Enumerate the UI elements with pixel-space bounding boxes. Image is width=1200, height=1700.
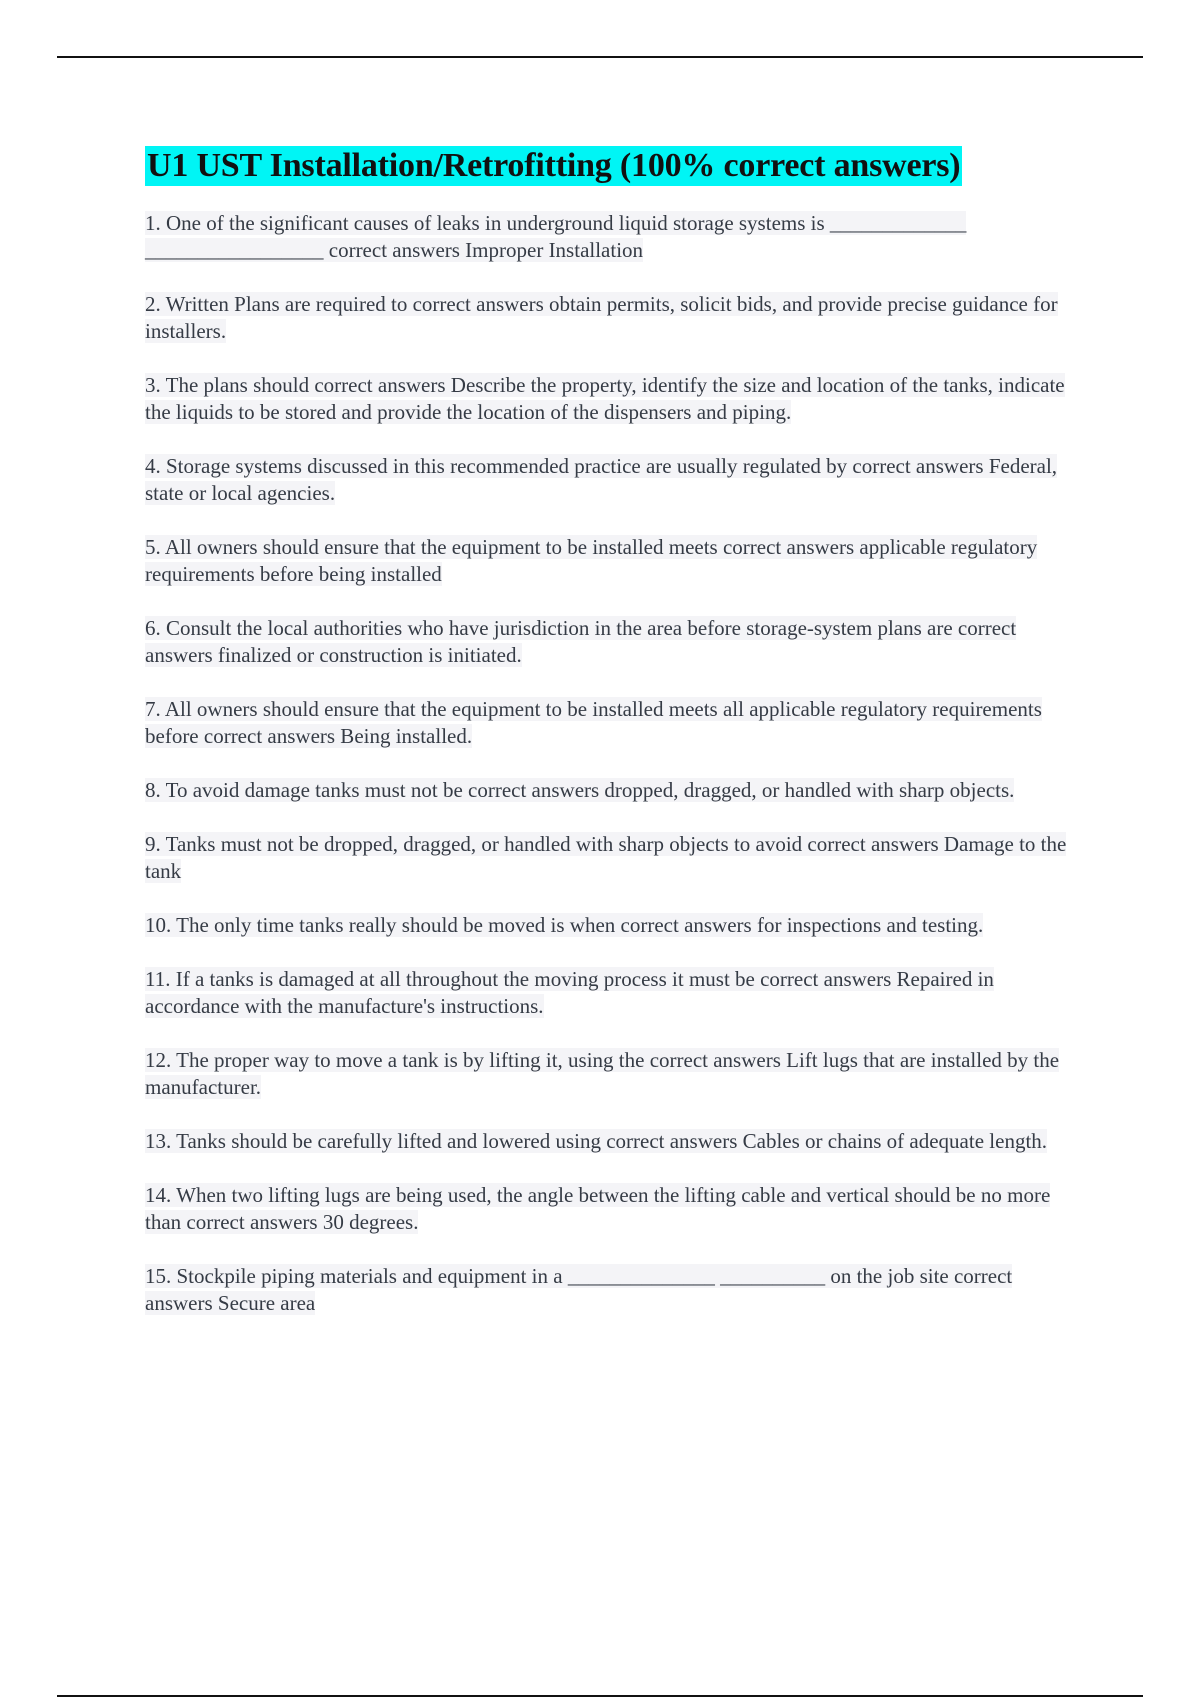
question-item <box>145 831 1080 885</box>
question-text: 14. When two lifting lugs are being used, the angle between the lifting cable and vertical should be no more than correct answers 30 degrees. <box>145 1183 1051 1234</box>
question-item <box>145 966 1080 1020</box>
question-item <box>145 615 1080 669</box>
question-text: 6. Consult the local authorities who have jurisdiction in the area before storage-system plans are correct answers finalized or construction is initiated. <box>145 616 1017 667</box>
question-item <box>145 696 1080 750</box>
question-item <box>145 291 1080 345</box>
question-text: 12. The proper way to move a tank is by lifting it, using the correct answers Lift lugs that are installed by the manufacturer. <box>145 1048 1060 1099</box>
question-text: 11. If a tanks is damaged at all throughout the moving process it must be correct answers Repaired in accordance with the manufacture's instructions. <box>145 967 994 1018</box>
question-list <box>145 210 1080 1317</box>
question-item <box>145 1263 1080 1317</box>
question-item <box>145 372 1080 426</box>
question-text: 1. One of the significant causes of leaks in underground liquid storage systems is _____________ _________________ correct answers Improper Installation <box>145 211 967 262</box>
document-body <box>145 146 1080 1344</box>
question-item <box>145 912 1080 939</box>
question-text: 13. Tanks should be carefully lifted and lowered using correct answers Cables or chains of adequate length. <box>145 1129 1048 1153</box>
question-text: 5. All owners should ensure that the equipment to be installed meets correct answers applicable regulatory requirements before being installed <box>145 535 1038 586</box>
question-text: 9. Tanks must not be dropped, dragged, or handled with sharp objects to avoid correct answers Damage to the tank <box>145 832 1067 883</box>
question-item <box>145 453 1080 507</box>
question-item <box>145 1182 1080 1236</box>
question-item <box>145 777 1080 804</box>
question-item <box>145 1128 1080 1155</box>
question-text: 3. The plans should correct answers Describe the property, identify the size and location of the tanks, indicate the liquids to be stored and provide the location of the dispensers and piping. <box>145 373 1065 424</box>
question-text: 7. All owners should ensure that the equipment to be installed meets all applicable regulatory requirements before correct answers Being installed. <box>145 697 1042 748</box>
question-text: 15. Stockpile piping materials and equipment in a ______________ __________ on the job site correct answers Secure area <box>145 1264 1013 1315</box>
question-item <box>145 534 1080 588</box>
page-top-rule <box>57 56 1143 58</box>
question-text: 10. The only time tanks really should be moved is when correct answers for inspections and testing. <box>145 913 984 937</box>
page-bottom-rule <box>57 1695 1143 1697</box>
question-item <box>145 1047 1080 1101</box>
question-text: 2. Written Plans are required to correct answers obtain permits, solicit bids, and provide precise guidance for installers. <box>145 292 1058 343</box>
question-text: 8. To avoid damage tanks must not be correct answers dropped, dragged, or handled with sharp objects. <box>145 778 1015 802</box>
document-title: U1 UST Installation/Retrofitting (100% correct answers) <box>147 147 961 184</box>
question-item <box>145 210 1080 264</box>
question-text: 4. Storage systems discussed in this recommended practice are usually regulated by correct answers Federal, state or local agencies. <box>145 454 1058 505</box>
